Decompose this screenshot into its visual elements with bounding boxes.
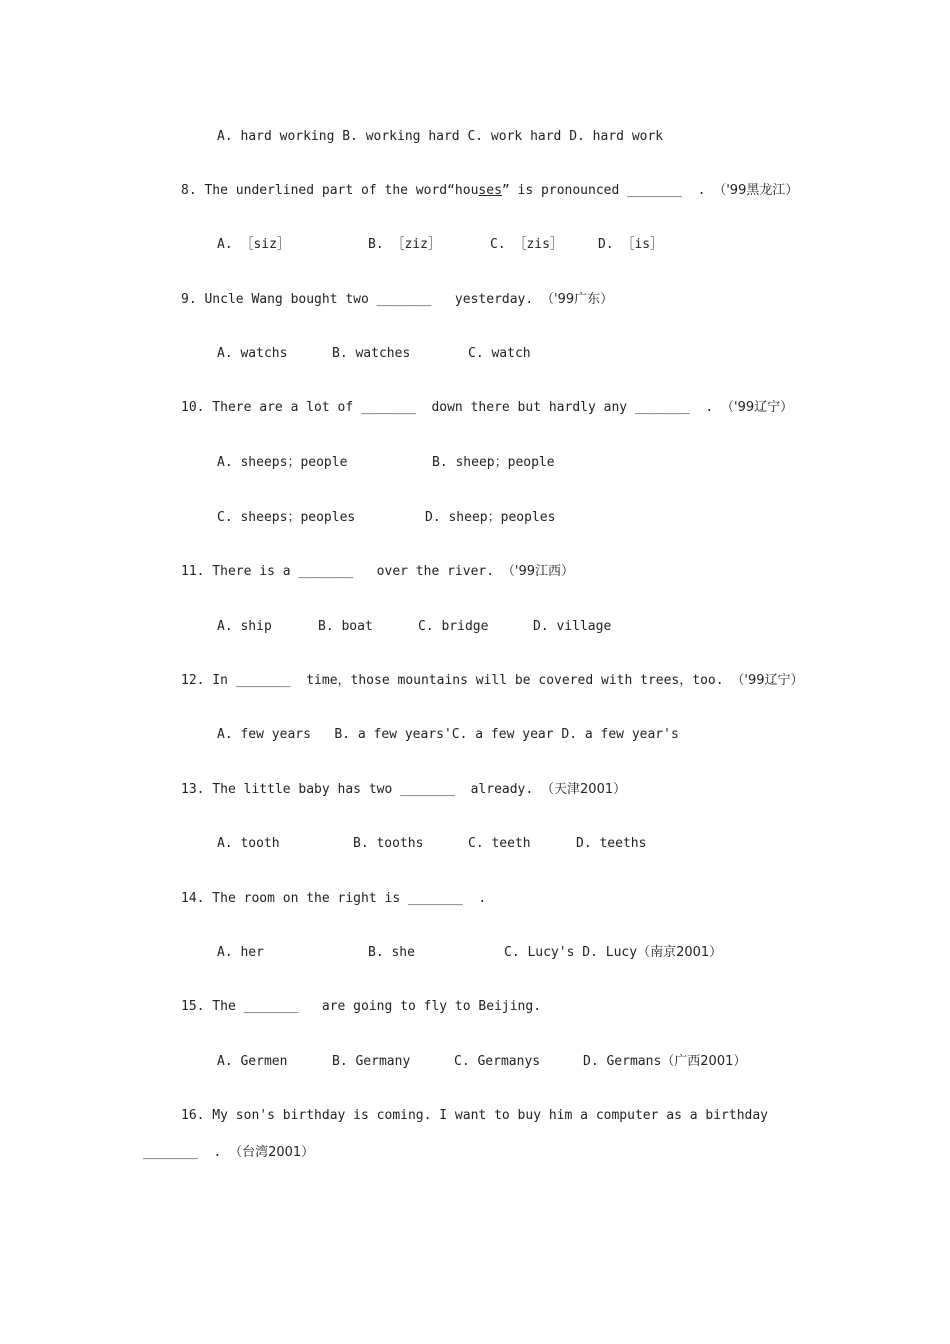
q14-option-b: B. she (368, 945, 415, 960)
q13-source: （天津2001） (541, 782, 627, 797)
q8-option-d: D. ［is］ (598, 237, 664, 252)
q15-option-b: B. Germany (332, 1054, 411, 1069)
q8-stem (181, 181, 798, 201)
q14-options-cd (504, 943, 722, 963)
q12-stem-text: 12. In _______ time，those mountains will be covered with trees，too. (181, 673, 732, 688)
q9-stem (181, 290, 613, 310)
q8-stem-pre: 8. The underlined part of the word“hou (181, 183, 479, 198)
q15-option-d-text: D. Germans (583, 1054, 662, 1069)
q13-option-b: B. tooths (353, 836, 424, 851)
q15-stem: 15. The _______ are going to fly to Beijing. (181, 999, 542, 1014)
q10-stem-text: 10. There are a lot of _______ down there but hardly any _______ . (181, 400, 722, 415)
q16-stem-line2 (143, 1143, 314, 1163)
q11-option-d: D. village (533, 619, 612, 634)
q10-option-c: C. sheeps；peoples (217, 510, 356, 525)
q10-stem (181, 398, 793, 418)
q11-option-c: C. bridge (418, 619, 489, 634)
q11-stem (181, 562, 574, 582)
q8-option-c: C. ［zis］ (490, 237, 563, 252)
q15-source: （广西2001） (661, 1054, 747, 1069)
q9-source: （'99广东） (541, 292, 614, 307)
q13-option-c: C. teeth (468, 836, 531, 851)
q8-option-b: B. ［ziz］ (368, 237, 441, 252)
q15-option-c: C. Germanys (454, 1054, 541, 1069)
q9-stem-text: 9. Uncle Wang bought two _______ yesterday. (181, 292, 542, 307)
q8-option-a: A. ［siz］ (217, 237, 290, 252)
q15-option-d (583, 1052, 746, 1072)
q8-stem-post: ” is pronounced _______ . (501, 183, 714, 198)
q16-source: （台湾2001） (229, 1145, 315, 1160)
q11-option-b: B. boat (318, 619, 373, 634)
q14-option-a: A. her (217, 945, 264, 960)
q11-option-a: A. ship (217, 619, 272, 634)
q14-stem: 14. The room on the right is _______ . (181, 891, 487, 906)
q8-source: （'99黑龙江） (713, 183, 799, 198)
q15-option-a: A. Germen (217, 1054, 288, 1069)
q9-option-a: A. watchs (217, 346, 288, 361)
q9-option-c: C. watch (468, 346, 531, 361)
q10-option-a: A. sheeps；people (217, 455, 348, 470)
q8-underlined-part: ses (478, 183, 502, 198)
q11-source: （'99江西） (501, 564, 575, 579)
q12-options: A. few years B. a few years'C. a few year D. a few year's (217, 727, 679, 742)
q16-stem-line2-text: _______ . (143, 1145, 230, 1160)
q9-option-b: B. watches (332, 346, 411, 361)
q12-stem (181, 671, 804, 691)
q16-stem-line1: 16. My son's birthday is coming. I want to buy him a computer as a birthday (181, 1108, 768, 1123)
q10-source: （'99辽宁） (721, 400, 794, 415)
q10-option-b: B. sheep；people (432, 455, 555, 470)
q14-source: （南京2001） (637, 945, 723, 960)
q13-option-a: A. tooth (217, 836, 280, 851)
q13-option-d: D. teeths (576, 836, 647, 851)
q13-stem-text: 13. The little baby has two _______ already. (181, 782, 542, 797)
q7-options: A. hard working B. working hard C. work hard D. hard work (217, 129, 664, 144)
q12-source: （'99辽宁） (731, 673, 804, 688)
q10-option-d: D. sheep；peoples (425, 510, 556, 525)
q13-stem (181, 780, 626, 800)
q14-option-cd-text: C. Lucy's D. Lucy (504, 945, 638, 960)
q11-stem-text: 11. There is a _______ over the river. (181, 564, 502, 579)
